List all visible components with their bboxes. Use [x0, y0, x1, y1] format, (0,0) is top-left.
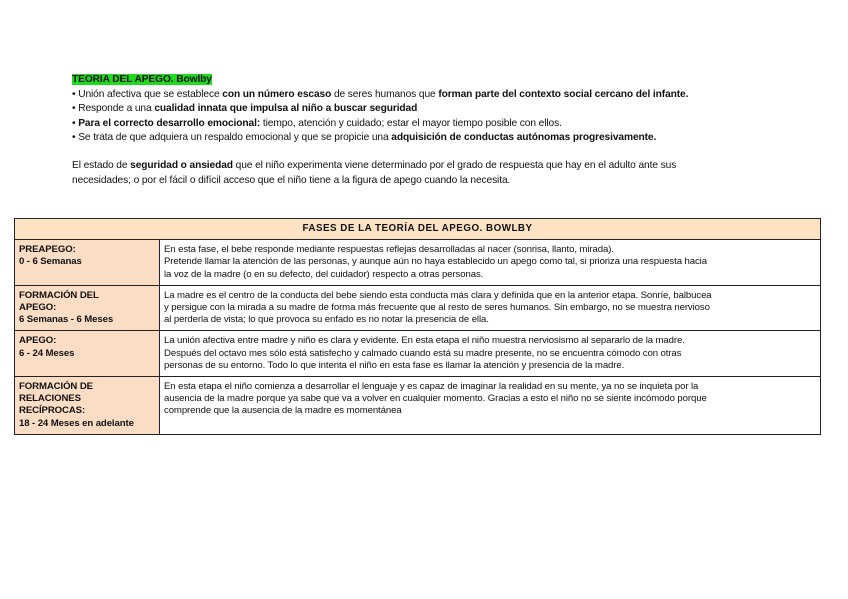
table-row — [15, 377, 821, 435]
stage-cell: PREAPEGO: 0 - 6 Semanas — [15, 240, 160, 286]
bullet-4: • Se trata de que adquiera un respaldo emocional y que se propicie una adquisición de conductas autónomas progresivamente. — [72, 132, 657, 144]
description-cell: En esta etapa el niño comienza a desarrollar el lenguaje y es capaz de imaginar la realidad en su mente, ya no se inquieta por la ausencia de la madre porque ya sabe que va a volver en cualquier momento. Gracias a esto el niño no se siente incómodo porque comprende que la ausencia de la madre es momentánea — [160, 377, 821, 435]
description-cell: La unión afectiva entre madre y niño es clara y evidente. En esta etapa el niño muestra nerviosismo al separarlo de la madre. Después del octavo mes sólo está satisfecho y calmado cuando está su madre presente, no se encuentra cómodo con otras personas de su entorno. Todo lo que intenta el niño en esta fase es llamar la atención y presencia de la madre. — [160, 331, 821, 377]
bullet-3: • Para el correcto desarrollo emocional: tiempo, atención y cuidado; estar el mayor tiempo posible con ellos. — [72, 117, 562, 129]
table-row — [15, 285, 821, 331]
description-cell: La madre es el centro de la conducta del bebe siendo esta conducta más clara y definida que en la anterior etapa. Sonríe, balbucea y persigue con la mirada a su madre de forma más frecuente que al resto de seres humanos. Sin embargo, no se muestra nervioso al perderla de vista; lo que provoca su enfado es no notar la presencia de ella. — [160, 285, 821, 331]
table-row — [15, 331, 821, 377]
table-header: FASES DE LA TEORÍA DEL APEGO. BOWLBY — [15, 219, 821, 240]
table-row — [15, 240, 821, 286]
description-cell: En esta fase, el bebe responde mediante respuestas reflejas desarrolladas al nacer (sonrisa, llanto, mirada). Pretende llamar la atención de las personas, y aunque aún no haya establecido un apego como tal, si prioriza una respuesta hacia la voz de la madre (o en su defecto, del cuidador) respecto a otras personas. — [160, 240, 821, 286]
phases-table — [14, 218, 821, 435]
intro-section — [72, 73, 772, 188]
intro-paragraph: El estado de seguridad o ansiedad que el niño experimenta viene determinado por el grado de respuesta que hay en el adulto ante sus necesidades; o por el fácil o difícil acceso que el niño tiene a la figura de apego cuando la necesita. — [72, 159, 677, 186]
stage-cell: FORMACIÓN DE RELACIONES RECÍPROCAS: 18 - 24 Meses en adelante — [15, 377, 160, 435]
bullet-1: • Unión afectiva que se establece con un número escaso de seres humanos que forman parte del contexto social cercano del infante. — [72, 88, 689, 100]
intro-title: TEORIA DEL APEGO. Bowlby — [72, 74, 212, 85]
stage-cell: FORMACIÓN DEL APEGO: 6 Semanas - 6 Meses — [15, 285, 160, 331]
stage-cell: APEGO: 6 - 24 Meses — [15, 331, 160, 377]
bullet-2: • Responde a una cualidad innata que impulsa al niño a buscar seguridad — [72, 103, 418, 115]
